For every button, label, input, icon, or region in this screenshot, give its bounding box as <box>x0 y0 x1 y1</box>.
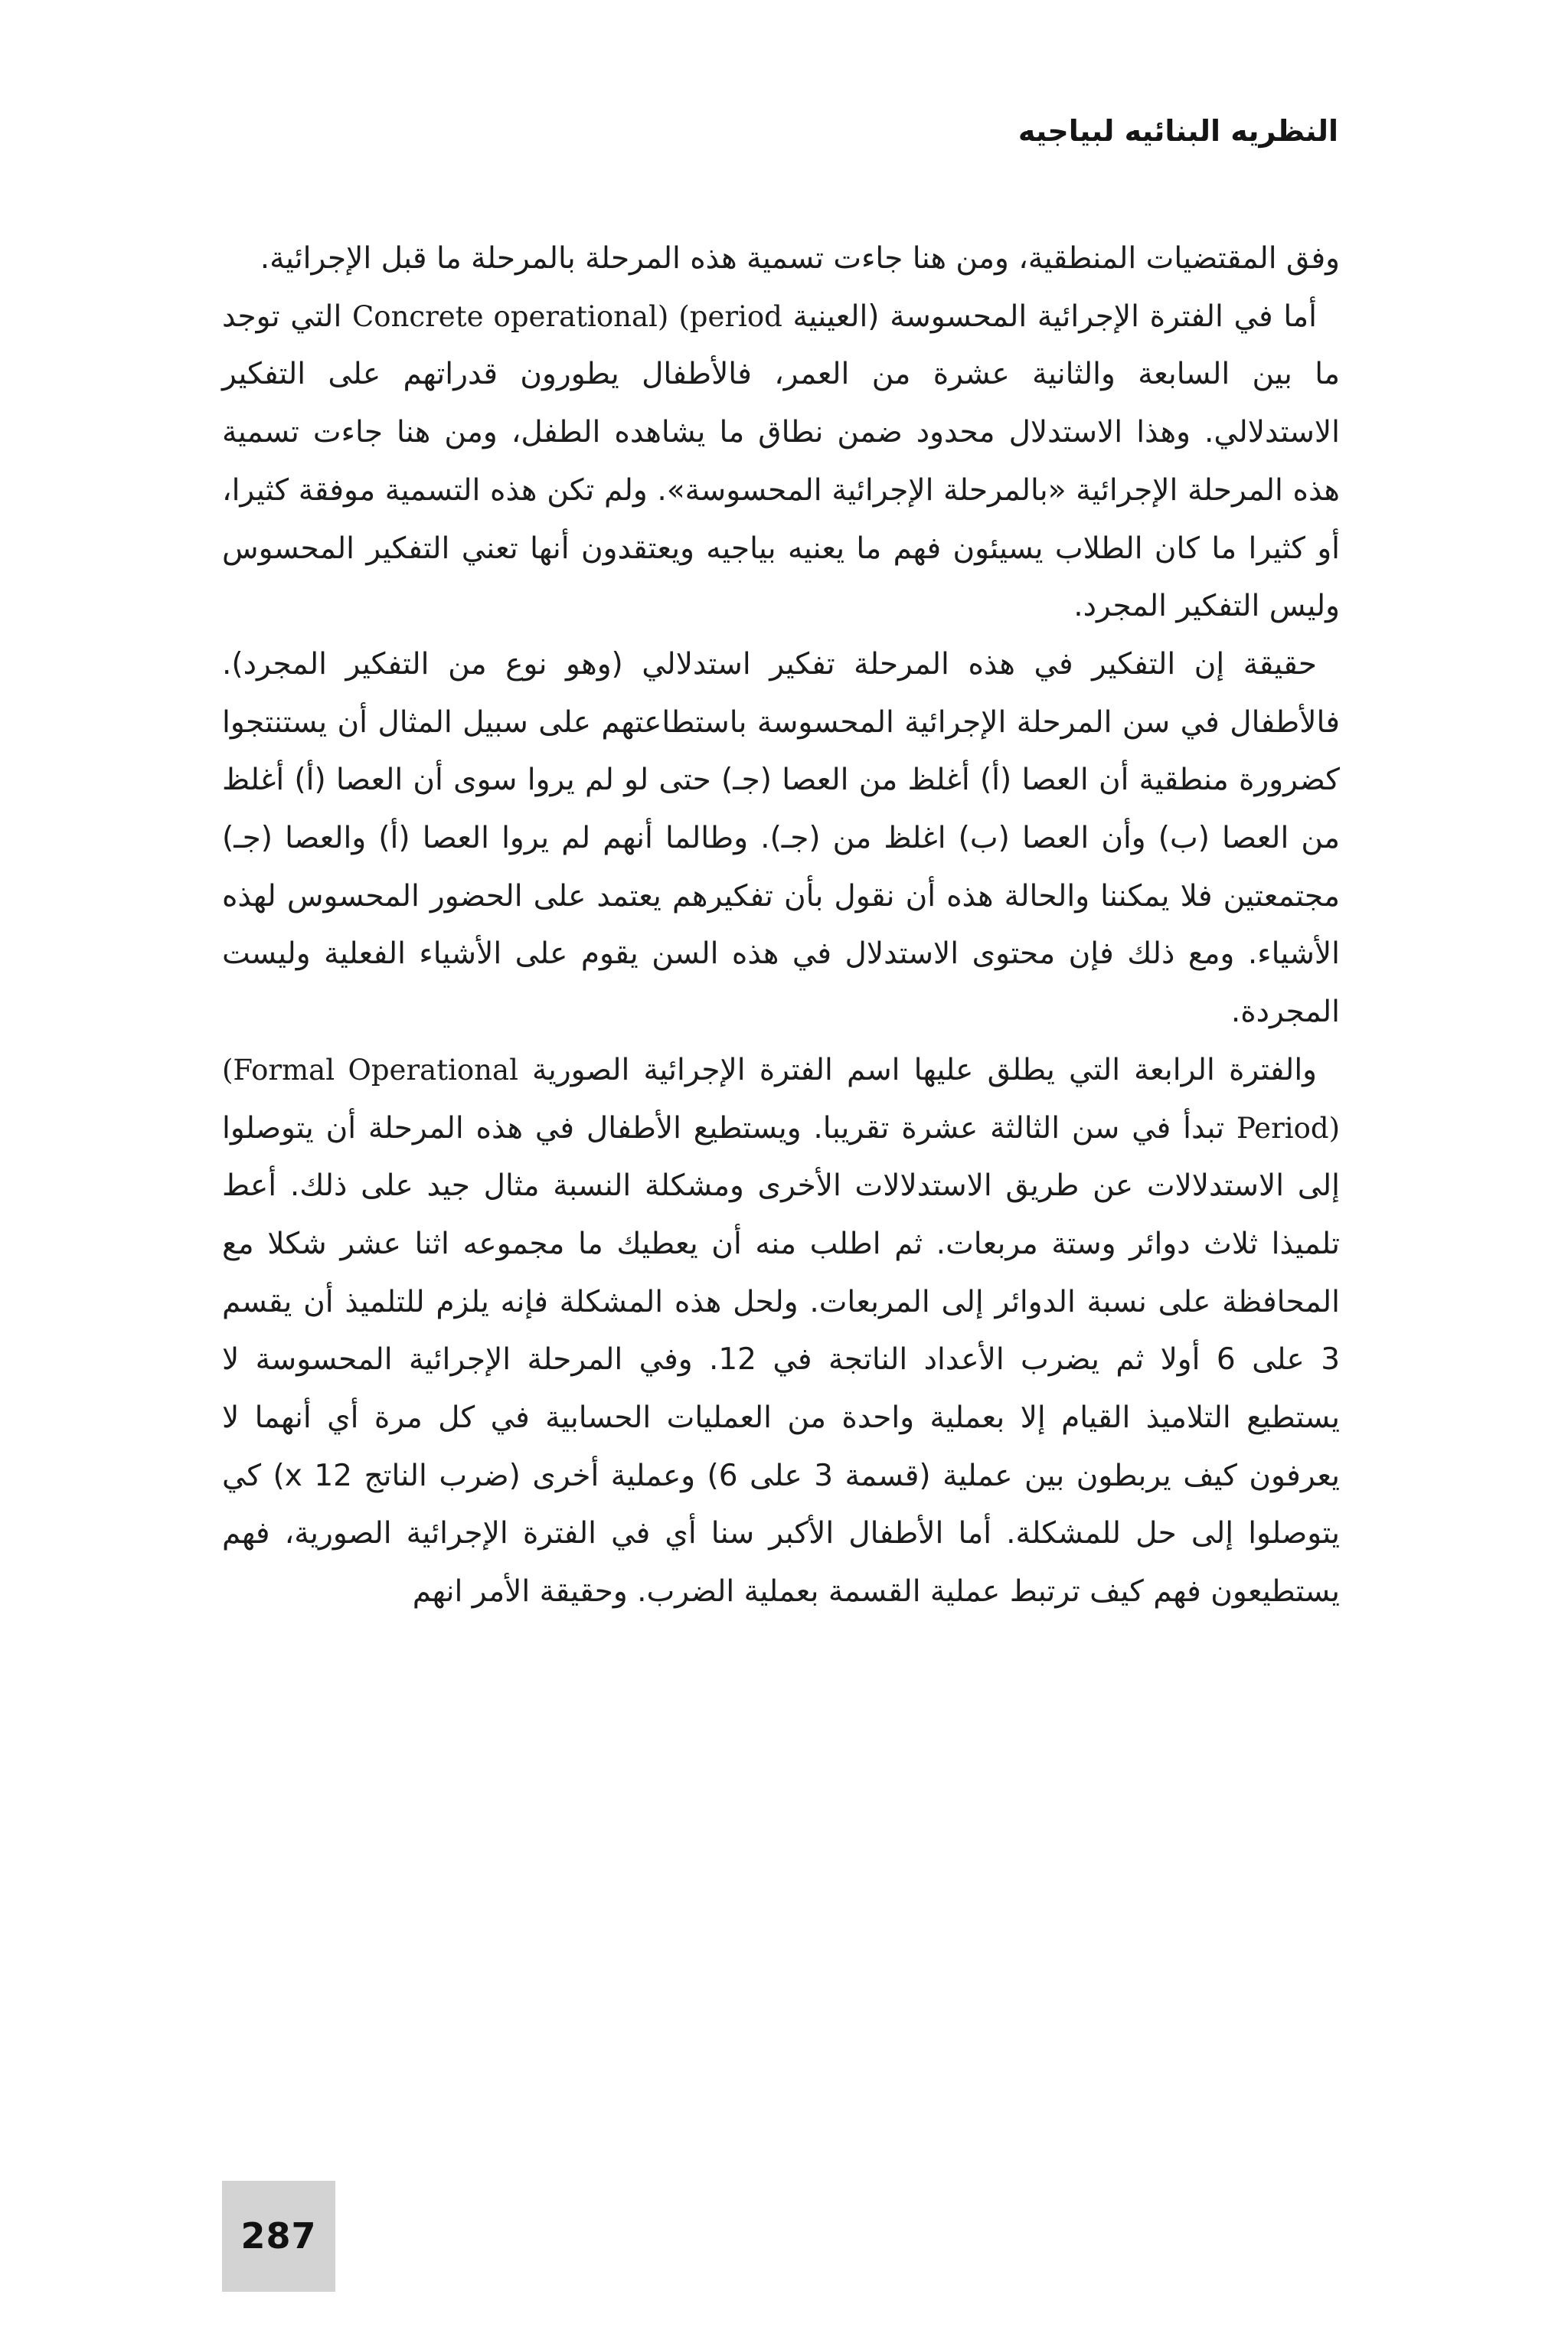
page-number-box <box>222 2181 335 2292</box>
paragraph-2-text-b: التي توجد ما بين السابعة والثانية عشرة من العمر، فالأطفال يطورون قدراتهم على التفكير الاستدلالي. وهذا الاستدلال محدود ضمن نطاق ما يشاهده الطفل، ومن هنا جاءت تسمية هذه المرحلة الإجرائية «بالمرحلة الإجرائية المحسوسة». ولم تكن هذه التسمية موفقة كثيرا، أو كثيرا ما كان الطلاب يسيئون فهم ما يعنيه بياجيه ويعتقدون أنها تعني التفكير المحسوس وليس التفكير المجرد. <box>222 299 1340 624</box>
paragraph-3: حقيقة إن التفكير في هذه المرحلة تفكير استدلالي (وهو نوع من التفكير المجرد). فالأطفال في سن المرحلة الإجرائية المحسوسة باستطاعتهم على سبيل المثال أن يستنتجوا كضرورة منطقية أن العصا (أ) أغلظ من العصا (جـ) حتى لو لم يروا سوى أن العصا (أ) أغلظ من العصا (ب) وأن العصا (ب) اغلظ من (جـ). وطالما أنهم لم يروا العصا (أ) والعصا (جـ) مجتمعتين فلا يمكننا والحالة هذه أن نقول بأن تفكيرهم يعتمد على الحضور المحسوس لهذه الأشياء. ومع ذلك فإن محتوى الاستدلال في هذه السن يقوم على الأشياء الفعلية وليست المجردة. <box>222 646 1340 1030</box>
paragraph-2-text-a: أما في الفترة الإجرائية المحسوسة (العينية <box>782 299 1317 334</box>
paragraph-4 <box>222 1041 1340 1621</box>
paragraph-2-latin-term: Concrete operational) (period <box>351 299 782 333</box>
paragraph-4-text-b: تبدأ في سن الثالثة عشرة تقريبا. ويستطيع الأطفال في هذه المرحلة أن يتوصلوا إلى الاستدلالات عن طريق الاستدلالات الأخرى ومشكلة النسبة مثال جيد على ذلك. أعط تلميذا ثلاث دوائر وستة مربعات. ثم اطلب منه أن يعطيك ما مجموعه اثنا عشر شكلا مع المحافظة على نسبة الدوائر إلى المربعات. ولحل هذه المشكلة فإنه يلزم للتلميذ أن يقسم 3 على 6 أولا ثم يضرب الأعداد الناتجة في 12. وفي المرحلة الإجرائية المحسوسة لا يستطيع التلاميذ القيام إلا بعملية واحدة من العمليات الحسابية في كل مرة أي أنهما لا يعرفون كيف يربطون بين عملية (قسمة 3 على 6) وعملية أخرى (ضرب الناتج 12 x) كي يتوصلوا إلى حل للمشكلة. أما الأطفال الأكبر سنا أي في الفترة الإجرائية الصورية، فهم يستطيعون فهم كيف ترتبط عملية القسمة بعملية الضرب. وحقيقة الأمر انهم <box>222 1110 1341 1610</box>
paragraph-1: وفق المقتضيات المنطقية، ومن هنا جاءت تسمية هذه المرحلة بالمرحلة ما قبل الإجرائية. <box>260 241 1340 276</box>
paragraph-4-latin-term: (Formal Operational Period) <box>222 1053 1340 1145</box>
paragraph-2 <box>222 288 1340 636</box>
running-head: النظريه البنائيه لبياجيه <box>1018 114 1338 148</box>
page-number: 287 <box>240 2215 317 2257</box>
paragraph-4-text-a: والفترة الرابعة التي يطلق عليها اسم الفترة الإجرائية الصورية <box>518 1052 1317 1087</box>
body-text <box>222 230 1340 1621</box>
